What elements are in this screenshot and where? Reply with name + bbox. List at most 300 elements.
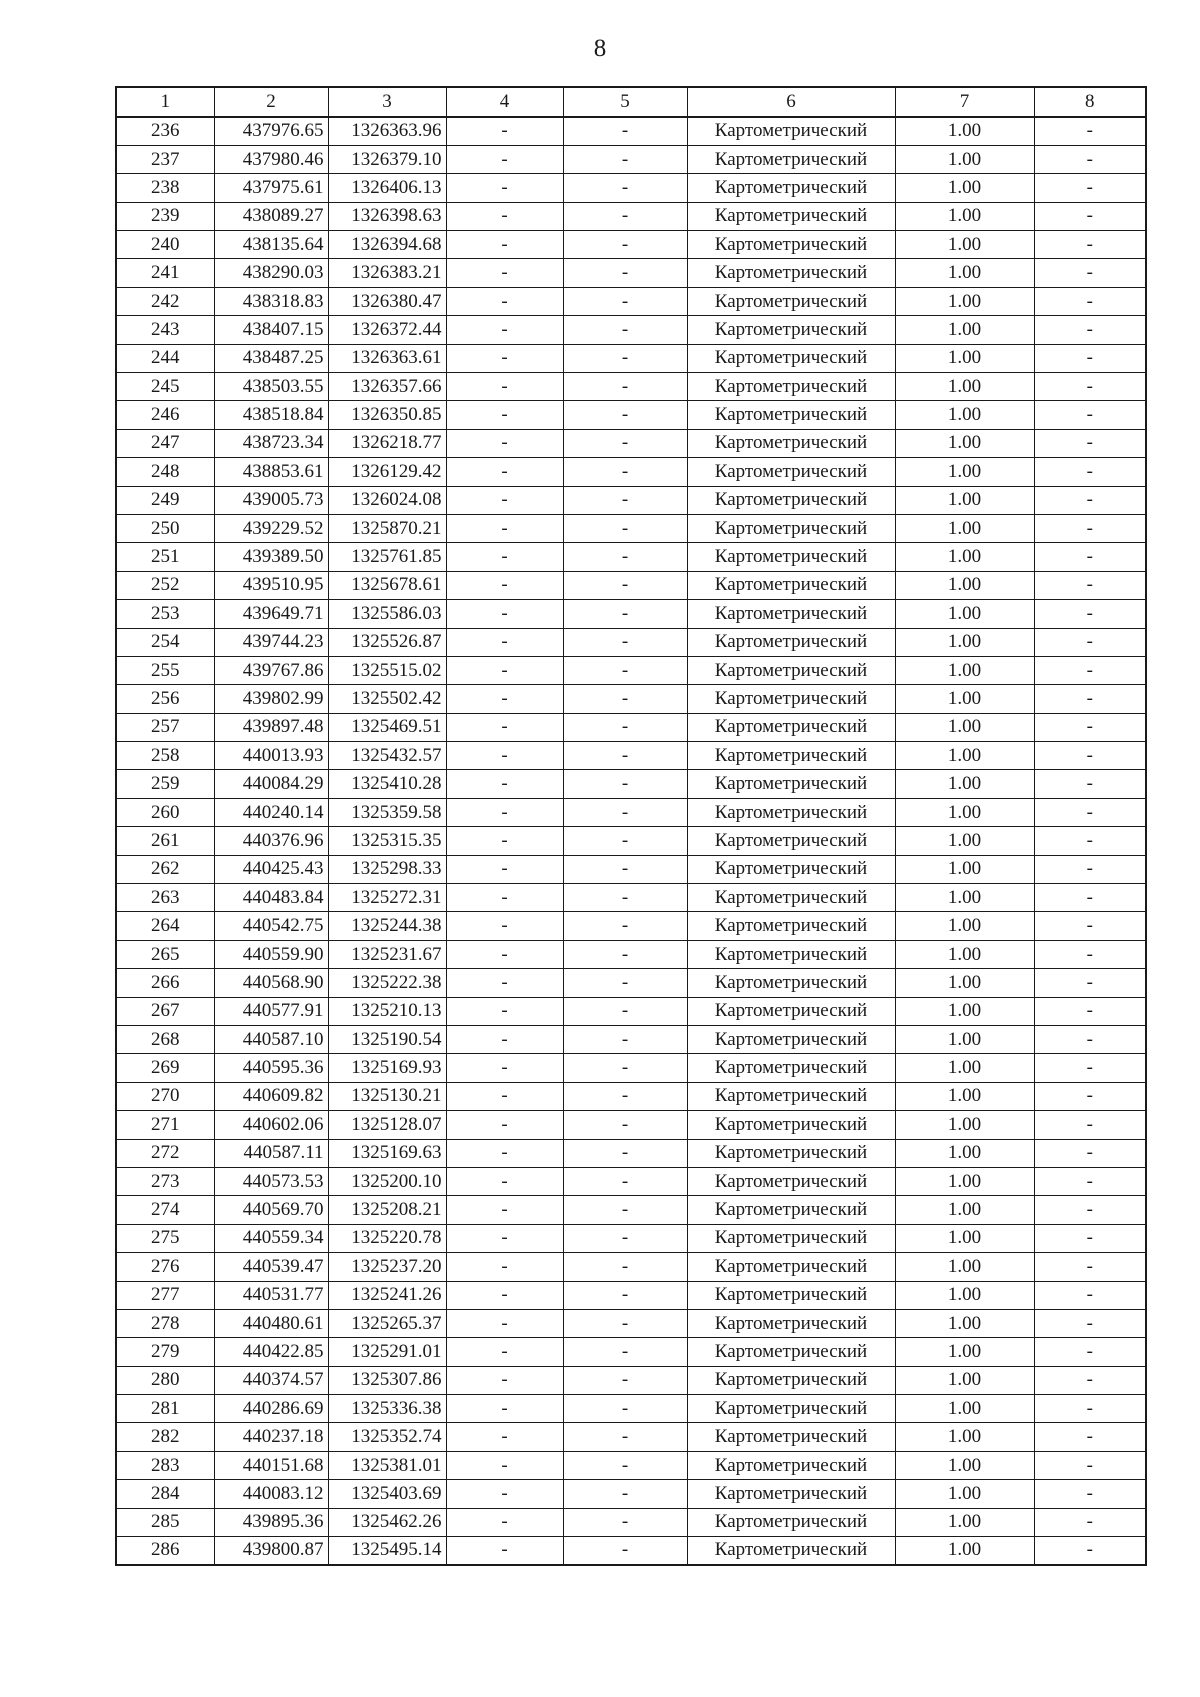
method-cell: Картометрический xyxy=(687,401,895,429)
table-row xyxy=(116,1167,1146,1195)
y-coordinate-cell: 1325208.21 xyxy=(328,1196,446,1224)
column-8-cell: - xyxy=(1034,912,1146,940)
accuracy-cell: 1.00 xyxy=(895,1253,1034,1281)
column-4-cell: - xyxy=(446,429,563,457)
table-row xyxy=(116,316,1146,344)
point-number-cell: 276 xyxy=(116,1253,214,1281)
x-coordinate-cell: 439744.23 xyxy=(214,628,328,656)
column-4-cell: - xyxy=(446,401,563,429)
column-8-cell: - xyxy=(1034,1224,1146,1252)
column-4-cell: - xyxy=(446,1026,563,1054)
method-cell: Картометрический xyxy=(687,287,895,315)
column-5-cell: - xyxy=(563,1537,687,1565)
column-5-cell: - xyxy=(563,458,687,486)
y-coordinate-cell: 1325359.58 xyxy=(328,798,446,826)
table-row xyxy=(116,1451,1146,1479)
column-5-cell: - xyxy=(563,1082,687,1110)
column-8-cell: - xyxy=(1034,855,1146,883)
column-4-cell: - xyxy=(446,798,563,826)
column-5-cell: - xyxy=(563,827,687,855)
column-5-cell: - xyxy=(563,1508,687,1536)
column-8-cell: - xyxy=(1034,1196,1146,1224)
column-5-cell: - xyxy=(563,1139,687,1167)
x-coordinate-cell: 437975.61 xyxy=(214,174,328,202)
y-coordinate-cell: 1326363.96 xyxy=(328,117,446,145)
point-number-cell: 282 xyxy=(116,1423,214,1451)
x-coordinate-cell: 440573.53 xyxy=(214,1167,328,1195)
y-coordinate-cell: 1326129.42 xyxy=(328,458,446,486)
y-coordinate-cell: 1325352.74 xyxy=(328,1423,446,1451)
point-number-cell: 247 xyxy=(116,429,214,457)
column-5-cell: - xyxy=(563,742,687,770)
table-row xyxy=(116,1309,1146,1337)
column-5-cell: - xyxy=(563,231,687,259)
x-coordinate-cell: 440587.10 xyxy=(214,1026,328,1054)
accuracy-cell: 1.00 xyxy=(895,202,1034,230)
column-5-cell: - xyxy=(563,543,687,571)
y-coordinate-cell: 1325403.69 xyxy=(328,1480,446,1508)
accuracy-cell: 1.00 xyxy=(895,287,1034,315)
method-cell: Картометрический xyxy=(687,1054,895,1082)
table-row xyxy=(116,685,1146,713)
table-row xyxy=(116,1395,1146,1423)
column-header: 8 xyxy=(1034,87,1146,117)
table-row xyxy=(116,770,1146,798)
table-row xyxy=(116,940,1146,968)
point-number-cell: 252 xyxy=(116,571,214,599)
column-5-cell: - xyxy=(563,486,687,514)
column-8-cell: - xyxy=(1034,174,1146,202)
x-coordinate-cell: 439229.52 xyxy=(214,514,328,542)
x-coordinate-cell: 440480.61 xyxy=(214,1309,328,1337)
method-cell: Картометрический xyxy=(687,1281,895,1309)
column-8-cell: - xyxy=(1034,1167,1146,1195)
column-4-cell: - xyxy=(446,1309,563,1337)
y-coordinate-cell: 1325381.01 xyxy=(328,1451,446,1479)
accuracy-cell: 1.00 xyxy=(895,1026,1034,1054)
x-coordinate-cell: 438290.03 xyxy=(214,259,328,287)
y-coordinate-cell: 1326350.85 xyxy=(328,401,446,429)
column-8-cell: - xyxy=(1034,1281,1146,1309)
column-5-cell: - xyxy=(563,259,687,287)
accuracy-cell: 1.00 xyxy=(895,1054,1034,1082)
column-5-cell: - xyxy=(563,1054,687,1082)
column-4-cell: - xyxy=(446,259,563,287)
column-4-cell: - xyxy=(446,1451,563,1479)
column-8-cell: - xyxy=(1034,798,1146,826)
column-8-cell: - xyxy=(1034,1537,1146,1565)
method-cell: Картометрический xyxy=(687,231,895,259)
column-8-cell: - xyxy=(1034,1309,1146,1337)
column-8-cell: - xyxy=(1034,884,1146,912)
column-5-cell: - xyxy=(563,855,687,883)
column-5-cell: - xyxy=(563,401,687,429)
accuracy-cell: 1.00 xyxy=(895,316,1034,344)
method-cell: Картометрический xyxy=(687,742,895,770)
method-cell: Картометрический xyxy=(687,884,895,912)
table-row xyxy=(116,997,1146,1025)
column-8-cell: - xyxy=(1034,1395,1146,1423)
y-coordinate-cell: 1325298.33 xyxy=(328,855,446,883)
accuracy-cell: 1.00 xyxy=(895,174,1034,202)
point-number-cell: 283 xyxy=(116,1451,214,1479)
y-coordinate-cell: 1326398.63 xyxy=(328,202,446,230)
column-4-cell: - xyxy=(446,231,563,259)
column-4-cell: - xyxy=(446,1480,563,1508)
x-coordinate-cell: 438487.25 xyxy=(214,344,328,372)
column-5-cell: - xyxy=(563,969,687,997)
point-number-cell: 238 xyxy=(116,174,214,202)
column-5-cell: - xyxy=(563,770,687,798)
table-row xyxy=(116,543,1146,571)
column-4-cell: - xyxy=(446,940,563,968)
column-5-cell: - xyxy=(563,713,687,741)
column-header: 2 xyxy=(214,87,328,117)
x-coordinate-cell: 438318.83 xyxy=(214,287,328,315)
column-5-cell: - xyxy=(563,429,687,457)
column-5-cell: - xyxy=(563,1026,687,1054)
column-8-cell: - xyxy=(1034,1082,1146,1110)
point-number-cell: 245 xyxy=(116,373,214,401)
x-coordinate-cell: 440422.85 xyxy=(214,1338,328,1366)
column-5-cell: - xyxy=(563,1281,687,1309)
column-5-cell: - xyxy=(563,1480,687,1508)
column-4-cell: - xyxy=(446,373,563,401)
column-4-cell: - xyxy=(446,628,563,656)
column-5-cell: - xyxy=(563,1196,687,1224)
accuracy-cell: 1.00 xyxy=(895,117,1034,145)
column-4-cell: - xyxy=(446,912,563,940)
point-number-cell: 254 xyxy=(116,628,214,656)
table-row xyxy=(116,1111,1146,1139)
point-number-cell: 285 xyxy=(116,1508,214,1536)
accuracy-cell: 1.00 xyxy=(895,997,1034,1025)
accuracy-cell: 1.00 xyxy=(895,656,1034,684)
method-cell: Картометрический xyxy=(687,344,895,372)
table-row xyxy=(116,969,1146,997)
column-8-cell: - xyxy=(1034,940,1146,968)
y-coordinate-cell: 1325410.28 xyxy=(328,770,446,798)
column-5-cell: - xyxy=(563,798,687,826)
accuracy-cell: 1.00 xyxy=(895,1423,1034,1451)
column-5-cell: - xyxy=(563,1167,687,1195)
column-4-cell: - xyxy=(446,713,563,741)
page-number: 8 xyxy=(593,35,607,62)
table-row xyxy=(116,827,1146,855)
point-number-cell: 257 xyxy=(116,713,214,741)
x-coordinate-cell: 438135.64 xyxy=(214,231,328,259)
accuracy-cell: 1.00 xyxy=(895,1508,1034,1536)
column-5-cell: - xyxy=(563,1423,687,1451)
method-cell: Картометрический xyxy=(687,373,895,401)
y-coordinate-cell: 1325502.42 xyxy=(328,685,446,713)
point-number-cell: 255 xyxy=(116,656,214,684)
x-coordinate-cell: 440240.14 xyxy=(214,798,328,826)
column-5-cell: - xyxy=(563,1395,687,1423)
point-number-cell: 264 xyxy=(116,912,214,940)
method-cell: Картометрический xyxy=(687,571,895,599)
accuracy-cell: 1.00 xyxy=(895,1111,1034,1139)
point-number-cell: 237 xyxy=(116,145,214,173)
y-coordinate-cell: 1325128.07 xyxy=(328,1111,446,1139)
table-row xyxy=(116,798,1146,826)
table-row xyxy=(116,174,1146,202)
column-4-cell: - xyxy=(446,855,563,883)
x-coordinate-cell: 440542.75 xyxy=(214,912,328,940)
y-coordinate-cell: 1325586.03 xyxy=(328,600,446,628)
y-coordinate-cell: 1325130.21 xyxy=(328,1082,446,1110)
x-coordinate-cell: 437980.46 xyxy=(214,145,328,173)
x-coordinate-cell: 440376.96 xyxy=(214,827,328,855)
method-cell: Картометрический xyxy=(687,798,895,826)
column-5-cell: - xyxy=(563,884,687,912)
method-cell: Картометрический xyxy=(687,1451,895,1479)
coordinates-table xyxy=(115,86,1147,1566)
method-cell: Картометрический xyxy=(687,1196,895,1224)
method-cell: Картометрический xyxy=(687,656,895,684)
point-number-cell: 286 xyxy=(116,1537,214,1565)
table-row xyxy=(116,656,1146,684)
method-cell: Картометрический xyxy=(687,997,895,1025)
column-8-cell: - xyxy=(1034,1111,1146,1139)
x-coordinate-cell: 440425.43 xyxy=(214,855,328,883)
x-coordinate-cell: 440374.57 xyxy=(214,1366,328,1394)
y-coordinate-cell: 1326394.68 xyxy=(328,231,446,259)
method-cell: Картометрический xyxy=(687,770,895,798)
method-cell: Картометрический xyxy=(687,600,895,628)
point-number-cell: 259 xyxy=(116,770,214,798)
accuracy-cell: 1.00 xyxy=(895,1082,1034,1110)
column-4-cell: - xyxy=(446,1423,563,1451)
table-row xyxy=(116,344,1146,372)
column-4-cell: - xyxy=(446,486,563,514)
point-number-cell: 263 xyxy=(116,884,214,912)
x-coordinate-cell: 440568.90 xyxy=(214,969,328,997)
column-4-cell: - xyxy=(446,1054,563,1082)
column-5-cell: - xyxy=(563,685,687,713)
x-coordinate-cell: 440595.36 xyxy=(214,1054,328,1082)
y-coordinate-cell: 1326357.66 xyxy=(328,373,446,401)
method-cell: Картометрический xyxy=(687,1167,895,1195)
accuracy-cell: 1.00 xyxy=(895,543,1034,571)
column-4-cell: - xyxy=(446,287,563,315)
point-number-cell: 272 xyxy=(116,1139,214,1167)
accuracy-cell: 1.00 xyxy=(895,1366,1034,1394)
column-4-cell: - xyxy=(446,1395,563,1423)
column-4-cell: - xyxy=(446,344,563,372)
accuracy-cell: 1.00 xyxy=(895,742,1034,770)
table-row xyxy=(116,1508,1146,1536)
accuracy-cell: 1.00 xyxy=(895,1451,1034,1479)
y-coordinate-cell: 1325315.35 xyxy=(328,827,446,855)
table-row xyxy=(116,742,1146,770)
method-cell: Картометрический xyxy=(687,259,895,287)
y-coordinate-cell: 1325190.54 xyxy=(328,1026,446,1054)
x-coordinate-cell: 440083.12 xyxy=(214,1480,328,1508)
method-cell: Картометрический xyxy=(687,1423,895,1451)
table-row xyxy=(116,401,1146,429)
column-4-cell: - xyxy=(446,514,563,542)
x-coordinate-cell: 439005.73 xyxy=(214,486,328,514)
column-5-cell: - xyxy=(563,1111,687,1139)
y-coordinate-cell: 1325222.38 xyxy=(328,969,446,997)
method-cell: Картометрический xyxy=(687,685,895,713)
column-4-cell: - xyxy=(446,174,563,202)
column-8-cell: - xyxy=(1034,742,1146,770)
x-coordinate-cell: 439897.48 xyxy=(214,713,328,741)
x-coordinate-cell: 437976.65 xyxy=(214,117,328,145)
method-cell: Картометрический xyxy=(687,316,895,344)
x-coordinate-cell: 438853.61 xyxy=(214,458,328,486)
x-coordinate-cell: 439510.95 xyxy=(214,571,328,599)
point-number-cell: 240 xyxy=(116,231,214,259)
table-row xyxy=(116,1423,1146,1451)
column-5-cell: - xyxy=(563,912,687,940)
point-number-cell: 250 xyxy=(116,514,214,542)
method-cell: Картометрический xyxy=(687,1338,895,1366)
column-4-cell: - xyxy=(446,656,563,684)
method-cell: Картометрический xyxy=(687,1395,895,1423)
y-coordinate-cell: 1325241.26 xyxy=(328,1281,446,1309)
method-cell: Картометрический xyxy=(687,1309,895,1337)
accuracy-cell: 1.00 xyxy=(895,855,1034,883)
method-cell: Картометрический xyxy=(687,1508,895,1536)
point-number-cell: 280 xyxy=(116,1366,214,1394)
y-coordinate-cell: 1325210.13 xyxy=(328,997,446,1025)
method-cell: Картометрический xyxy=(687,1026,895,1054)
method-cell: Картометрический xyxy=(687,1366,895,1394)
x-coordinate-cell: 438407.15 xyxy=(214,316,328,344)
column-8-cell: - xyxy=(1034,1253,1146,1281)
point-number-cell: 236 xyxy=(116,117,214,145)
table-row xyxy=(116,1366,1146,1394)
method-cell: Картометрический xyxy=(687,202,895,230)
y-coordinate-cell: 1326363.61 xyxy=(328,344,446,372)
column-4-cell: - xyxy=(446,117,563,145)
accuracy-cell: 1.00 xyxy=(895,231,1034,259)
accuracy-cell: 1.00 xyxy=(895,1309,1034,1337)
point-number-cell: 284 xyxy=(116,1480,214,1508)
y-coordinate-cell: 1325761.85 xyxy=(328,543,446,571)
point-number-cell: 265 xyxy=(116,940,214,968)
column-8-cell: - xyxy=(1034,1508,1146,1536)
point-number-cell: 258 xyxy=(116,742,214,770)
x-coordinate-cell: 439649.71 xyxy=(214,600,328,628)
point-number-cell: 277 xyxy=(116,1281,214,1309)
column-8-cell: - xyxy=(1034,486,1146,514)
column-4-cell: - xyxy=(446,1224,563,1252)
method-cell: Картометрический xyxy=(687,1537,895,1565)
column-8-cell: - xyxy=(1034,202,1146,230)
column-8-cell: - xyxy=(1034,514,1146,542)
column-5-cell: - xyxy=(563,1338,687,1366)
column-8-cell: - xyxy=(1034,1366,1146,1394)
accuracy-cell: 1.00 xyxy=(895,514,1034,542)
column-4-cell: - xyxy=(446,1082,563,1110)
x-coordinate-cell: 440559.34 xyxy=(214,1224,328,1252)
column-4-cell: - xyxy=(446,884,563,912)
point-number-cell: 271 xyxy=(116,1111,214,1139)
column-8-cell: - xyxy=(1034,1338,1146,1366)
column-5-cell: - xyxy=(563,174,687,202)
point-number-cell: 274 xyxy=(116,1196,214,1224)
column-4-cell: - xyxy=(446,997,563,1025)
accuracy-cell: 1.00 xyxy=(895,401,1034,429)
y-coordinate-cell: 1325272.31 xyxy=(328,884,446,912)
y-coordinate-cell: 1325169.63 xyxy=(328,1139,446,1167)
y-coordinate-cell: 1326372.44 xyxy=(328,316,446,344)
accuracy-cell: 1.00 xyxy=(895,1537,1034,1565)
accuracy-cell: 1.00 xyxy=(895,486,1034,514)
y-coordinate-cell: 1325432.57 xyxy=(328,742,446,770)
column-5-cell: - xyxy=(563,514,687,542)
y-coordinate-cell: 1325515.02 xyxy=(328,656,446,684)
table-row xyxy=(116,514,1146,542)
table-row xyxy=(116,713,1146,741)
y-coordinate-cell: 1325231.67 xyxy=(328,940,446,968)
x-coordinate-cell: 440531.77 xyxy=(214,1281,328,1309)
column-4-cell: - xyxy=(446,969,563,997)
y-coordinate-cell: 1325526.87 xyxy=(328,628,446,656)
table-header-row xyxy=(116,87,1146,117)
point-number-cell: 273 xyxy=(116,1167,214,1195)
table-row xyxy=(116,231,1146,259)
point-number-cell: 279 xyxy=(116,1338,214,1366)
column-5-cell: - xyxy=(563,628,687,656)
column-header: 3 xyxy=(328,87,446,117)
column-4-cell: - xyxy=(446,571,563,599)
x-coordinate-cell: 440237.18 xyxy=(214,1423,328,1451)
column-4-cell: - xyxy=(446,742,563,770)
column-4-cell: - xyxy=(446,1111,563,1139)
column-5-cell: - xyxy=(563,1451,687,1479)
column-4-cell: - xyxy=(446,770,563,798)
y-coordinate-cell: 1325291.01 xyxy=(328,1338,446,1366)
column-8-cell: - xyxy=(1034,1054,1146,1082)
column-4-cell: - xyxy=(446,1366,563,1394)
accuracy-cell: 1.00 xyxy=(895,145,1034,173)
accuracy-cell: 1.00 xyxy=(895,713,1034,741)
accuracy-cell: 1.00 xyxy=(895,940,1034,968)
method-cell: Картометрический xyxy=(687,174,895,202)
point-number-cell: 251 xyxy=(116,543,214,571)
column-8-cell: - xyxy=(1034,401,1146,429)
accuracy-cell: 1.00 xyxy=(895,827,1034,855)
method-cell: Картометрический xyxy=(687,1082,895,1110)
table-row xyxy=(116,287,1146,315)
method-cell: Картометрический xyxy=(687,827,895,855)
column-5-cell: - xyxy=(563,202,687,230)
y-coordinate-cell: 1325265.37 xyxy=(328,1309,446,1337)
x-coordinate-cell: 440539.47 xyxy=(214,1253,328,1281)
column-header: 1 xyxy=(116,87,214,117)
column-8-cell: - xyxy=(1034,145,1146,173)
column-4-cell: - xyxy=(446,202,563,230)
column-5-cell: - xyxy=(563,373,687,401)
accuracy-cell: 1.00 xyxy=(895,1480,1034,1508)
method-cell: Картометрический xyxy=(687,117,895,145)
method-cell: Картометрический xyxy=(687,969,895,997)
column-4-cell: - xyxy=(446,1338,563,1366)
column-8-cell: - xyxy=(1034,997,1146,1025)
point-number-cell: 278 xyxy=(116,1309,214,1337)
method-cell: Картометрический xyxy=(687,543,895,571)
accuracy-cell: 1.00 xyxy=(895,1139,1034,1167)
column-header: 5 xyxy=(563,87,687,117)
accuracy-cell: 1.00 xyxy=(895,884,1034,912)
point-number-cell: 243 xyxy=(116,316,214,344)
table-row xyxy=(116,145,1146,173)
